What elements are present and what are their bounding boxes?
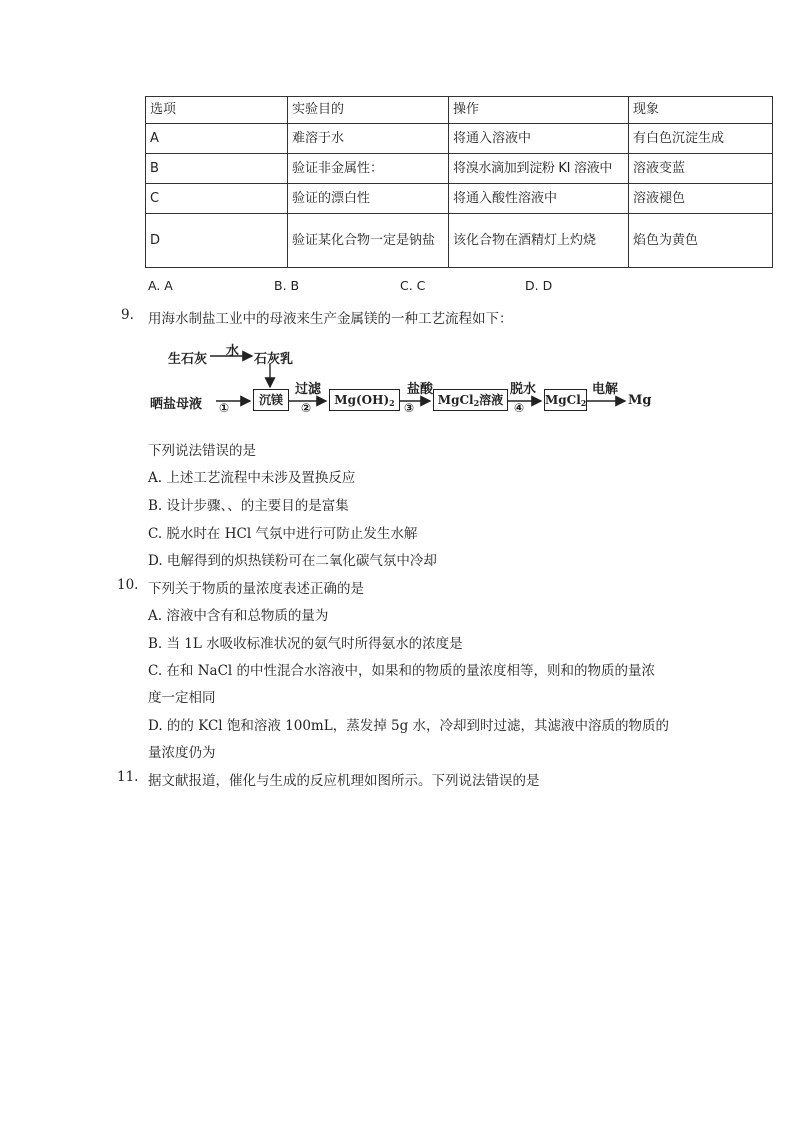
question-stem: 下列关于物质的量浓度表述正确的是 bbox=[148, 581, 364, 597]
choice-c: C. C bbox=[400, 278, 426, 293]
table-header-cell: 实验目的 bbox=[288, 97, 449, 124]
table-cell: 焰色为黄色 bbox=[629, 214, 773, 268]
table-cell: 难溶于水 bbox=[288, 124, 449, 154]
table-cell: 验证的漂白性 bbox=[288, 184, 449, 214]
question-stem: 用海水制盐工业中的母液来生产金属镁的一种工艺流程如下： bbox=[148, 311, 513, 327]
electrolysis-label: 电解 bbox=[592, 382, 619, 397]
choice-d: D. D bbox=[525, 278, 553, 293]
question-prompt: 下列说法错误的是 bbox=[148, 443, 256, 459]
table-header-cell: 操作 bbox=[449, 97, 629, 124]
table-row bbox=[146, 184, 773, 214]
product-label: Mg bbox=[628, 393, 652, 408]
question-stem: 据文献报道，催化与生成的反应机理如图所示。下列说法错误的是 bbox=[148, 773, 540, 789]
option-a: A. 上述工艺流程中未涉及置换反应 bbox=[148, 470, 356, 486]
table-cell: B bbox=[146, 154, 288, 184]
question-number: 10. bbox=[117, 577, 139, 593]
option-line: B. 当 1L 水吸收标准状况的氨气时所得氨水的浓度是 bbox=[148, 636, 463, 652]
table-row bbox=[146, 214, 773, 268]
process-flow-diagram bbox=[150, 343, 660, 423]
step-number: ③ bbox=[404, 401, 415, 415]
step-number: ④ bbox=[514, 401, 525, 415]
option-b: B. 设计步骤、、的主要目的是富集 bbox=[148, 498, 349, 514]
table-cell: C bbox=[146, 184, 288, 214]
table-cell: 验证非金属性： bbox=[288, 154, 449, 184]
table-header-cell: 现象 bbox=[629, 97, 773, 124]
choice-a: A. A bbox=[148, 278, 173, 293]
filter-label: 过滤 bbox=[295, 382, 322, 397]
table-cell: 有白色沉淀生成 bbox=[629, 124, 773, 154]
option-line: C. 在和 NaCl 的中性混合水溶液中，如果和的物质的量浓度相等，则和的物质的量浓 bbox=[148, 663, 656, 679]
mother-liquor-label: 晒盐母液 bbox=[150, 397, 203, 412]
table-cell: 将通入酸性溶液中 bbox=[449, 184, 629, 214]
step-number: ② bbox=[301, 401, 312, 415]
table-cell: 将溴水滴加到淀粉 KI 溶液中 bbox=[449, 154, 629, 184]
table-cell: 将通入溶液中 bbox=[449, 124, 629, 154]
mg-hydroxide-box: $Mg(OH)_2$ bbox=[329, 389, 400, 411]
option-line: A. 溶液中含有和总物质的量为 bbox=[148, 608, 329, 624]
table-cell: D bbox=[146, 214, 288, 268]
table-row bbox=[146, 124, 773, 154]
experiment-table bbox=[145, 96, 773, 268]
q8-choices bbox=[148, 278, 748, 296]
step-number: ① bbox=[219, 401, 230, 415]
table-cell: 溶液变蓝 bbox=[629, 154, 773, 184]
option-line: D. 的的 KCl 饱和溶液 100mL，蒸发掉 5g 水，冷却到时过滤，其滤液中溶质的物质的 bbox=[148, 718, 670, 734]
table-cell: 验证某化合物一定是钠盐 bbox=[288, 214, 449, 268]
mgcl2-solution-box: MgCl$_2$溶液 bbox=[433, 389, 508, 411]
table-row bbox=[146, 154, 773, 184]
table-cell: 该化合物在酒精灯上灼烧 bbox=[449, 214, 629, 268]
acid-label: 盐酸 bbox=[407, 382, 434, 397]
table-header-cell: 选项 bbox=[146, 97, 288, 124]
choice-b: B. B bbox=[274, 278, 300, 293]
limewater-label: 石灰乳 bbox=[254, 352, 294, 367]
option-line: 量浓度仍为 bbox=[148, 745, 216, 761]
precipitate-mg-box: 沉镁 bbox=[253, 389, 289, 411]
mgcl2-box: MgCl$_2$ bbox=[544, 389, 587, 411]
dehydrate-label: 脱水 bbox=[510, 382, 537, 397]
table-header-row bbox=[146, 97, 773, 124]
lime-label: 生石灰 bbox=[168, 352, 208, 367]
table-cell: A bbox=[146, 124, 288, 154]
water-label: 水 bbox=[226, 344, 240, 359]
option-d: D. 电解得到的炽热镁粉可在二氧化碳气氛中冷却 bbox=[148, 553, 437, 569]
question-number: 11. bbox=[117, 769, 139, 785]
question-number: 9. bbox=[121, 307, 134, 323]
option-c: C. 脱水时在 HCl 气氛中进行可防止发生水解 bbox=[148, 526, 418, 542]
option-line: 度一定相同 bbox=[148, 690, 216, 706]
table-cell: 溶液褪色 bbox=[629, 184, 773, 214]
